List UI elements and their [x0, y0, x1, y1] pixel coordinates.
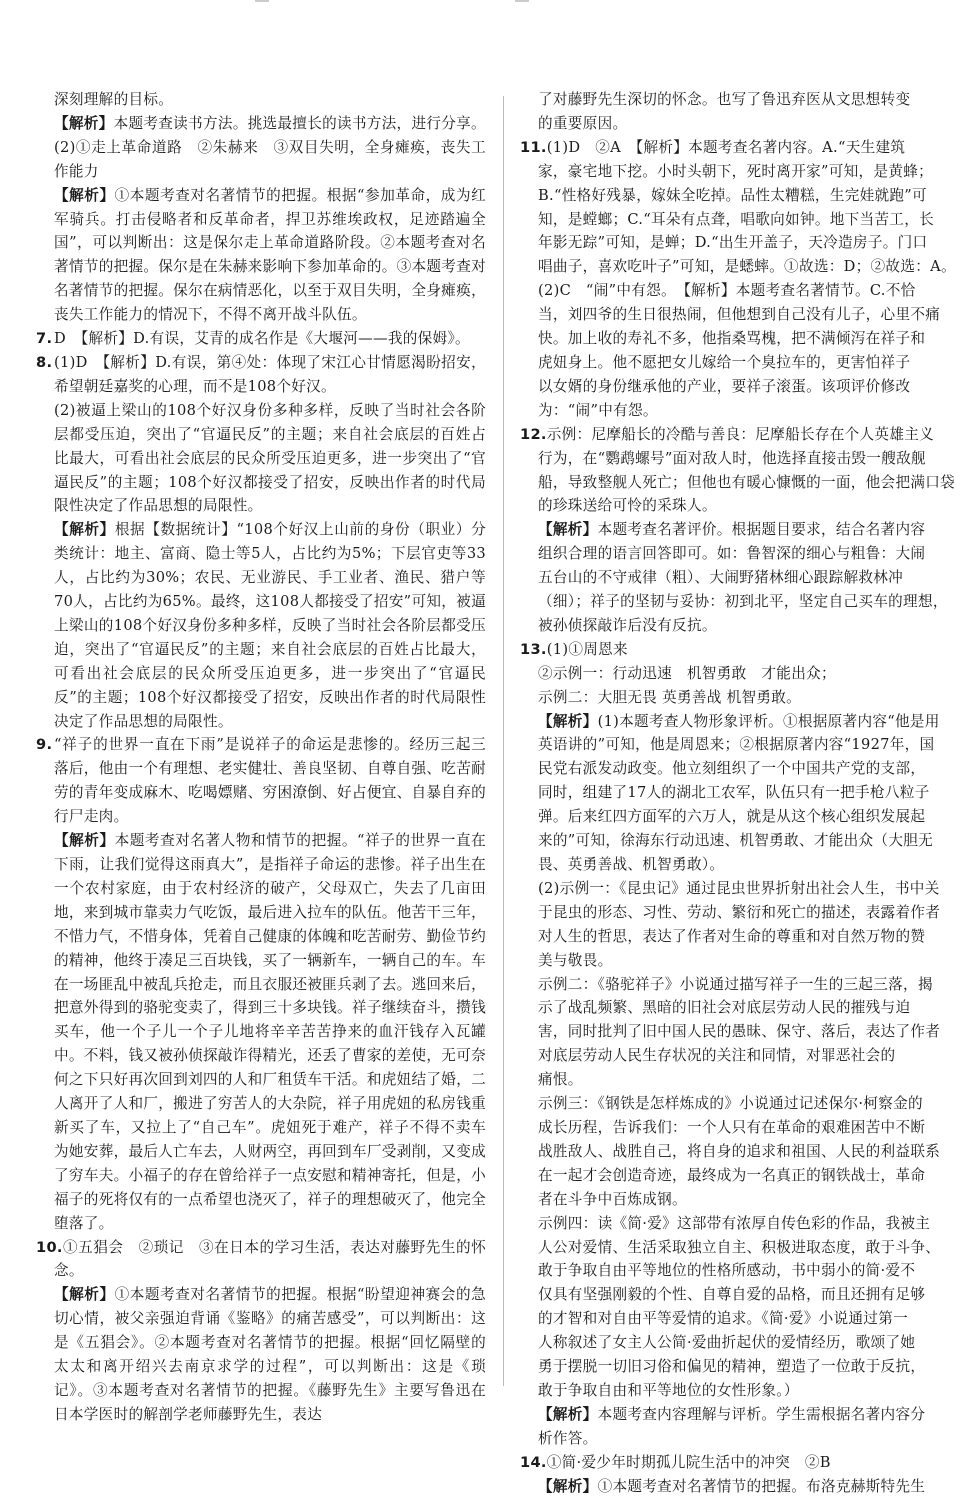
answer-line — [520, 1188, 964, 1212]
question-item — [36, 733, 486, 829]
answer-line — [520, 996, 964, 1020]
answer-line — [36, 136, 486, 184]
paragraph-text: 示例：尼摩船长的冷酷与善良：尼摩船长存在个人英雄主义 — [546, 425, 935, 443]
answer-line — [520, 208, 964, 232]
paragraph-text: 勇于摆脱一切旧习俗和偏见的精神，塑造了一位敢于反抗， — [538, 1358, 926, 1376]
question-number: 8. — [36, 353, 53, 371]
answer-line — [520, 829, 964, 853]
analysis-tag: 【解析】 — [54, 521, 115, 539]
paragraph-text: “祥子的世界一直在下雨”是说祥子的命运是悲惨的。经历三起三落后，他由一个有理想、老实健壮、善良坚韧、自尊自强、吃苦耐劳的青年变成麻木、吃喝嫖赌、穷困潦倒、好占便宜、自暴自弃的行尸走肉。 — [54, 736, 486, 826]
paragraph-text: ①本题考查对名著情节的把握。根据“参加革命，成为红军骑兵。打击侵略者和反革命者，捍卫苏维埃政权，足迹踏遍全国”，可以判断出：这是保尔走上革命道路阶段。②本题考查对名著情节的把握。保尔是在朱赫来影响下参加革命的。③本题考查对名著情节的把握。保尔在病情恶化，以至于双目失明，全身瘫痪，丧失工作能力的情况下，不得不离开战斗队伍。 — [54, 186, 486, 324]
question-item — [36, 327, 486, 351]
analysis-paragraph — [36, 112, 486, 136]
paragraph-text: (1)D ②A 【解析】本题考查名著内容。A.“天生建筑 — [546, 138, 906, 156]
analysis-tag: 【解析】 — [538, 1405, 598, 1423]
question-item — [520, 1451, 964, 1475]
paragraph-text: ②示例一：行动迅速 机智勇敢 才能出众； — [538, 664, 836, 682]
answer-line — [520, 566, 964, 590]
paragraph-text: 被孙侦探敲诈后没有反抗。 — [538, 616, 717, 634]
answer-line — [520, 375, 964, 399]
top-mark — [515, 0, 529, 2]
analysis-tag: 【解析】 — [54, 1286, 115, 1304]
answer-line — [520, 1259, 964, 1283]
paragraph-text: 对底层劳动人民生存状况的关注和同情，对罪恶社会的 — [538, 1047, 896, 1065]
paragraph-text: 当，刘四爷的生日很热闹，但他想到自己没有儿子，心里不痛 — [538, 306, 941, 324]
paragraph-text: 英语讲的”可知，他是周恩来；②根据原著内容“1927年，国 — [538, 736, 935, 754]
analysis-paragraph — [36, 184, 486, 327]
analysis-tag: 【解析】 — [538, 1477, 598, 1495]
analysis-paragraph — [520, 710, 964, 734]
paragraph-text: 深刻理解的目标。 — [54, 91, 174, 108]
paragraph-text: 于昆虫的形态、习性、劳动、繁衍和死亡的描述，表露着作者 — [538, 903, 941, 921]
answer-line — [520, 255, 964, 279]
paragraph-text: 知，是螳螂；C.“耳朵有点聋，唱歌向如钟。地下当苦工，长 — [538, 210, 934, 228]
answer-line — [520, 447, 964, 471]
paragraph-text: 唱曲子，喜欢吃叶子”可知，是蟋蟀。①故选：D；②故选：A。 — [538, 258, 956, 276]
column-divider — [503, 96, 504, 1386]
question-number: 7. — [36, 330, 53, 348]
paragraph-text: （细）；祥子的坚韧与妥协：初到北平，坚定自己买车的理想， — [538, 593, 948, 611]
paragraph-text: (2)被逼上梁山的108个好汉身份多种多样，反映了当时社会各阶层都受压迫，突出了“官逼民反”的主题；来自社会底层的百姓占比最大，可看出社会底层的民众所受压迫更多，进一步突出了“官逼民反”的主题；108个好汉都接受了招安，反映出作者的时代局限性决定了作品思想的局限性。 — [54, 401, 486, 515]
answer-line — [520, 901, 964, 925]
answer-line — [520, 1044, 964, 1068]
paragraph-text: 本题考查对名著人物和情节的把握。“祥子的世界一直在下雨，让我们觉得这雨真大”，是指祥子命运的悲惨。祥子出生在一个农村家庭，由于农村经济的破产，父母双亡，失去了几亩田地，来到城市靠卖力气吃饭，最后进入拉车的队伍。他苦干三年，不惜力气，不惜身体，凭着自己健康的体魄和吃苦耐劳、勤俭节约的精神，他终于凑足三百块钱，买了一辆新车，一辆自己的车。车在一场匪乱中被乱兵抢走，而且衣服还被匪兵剥了去。逃回来后，把意外得到的骆驼变卖了，得到三十多块钱。祥子继续奋斗，攒钱买车，他一个子儿一个子儿地将辛辛苦苦挣来的血汗钱存入瓦罐中。不料，钱又被孙侦探敲诈得精光，还丢了曹家的差使，无可奈何之下只好再次回到刘四的人和厂租赁车干活。和虎妞结了婚，二人离开了人和厂，搬进了穷苦人的大杂院，祥子用虎妞的私房钱重新买了车，又拉上了“自己车”。虎妞死于难产，祥子不得不卖车为她安葬，最后人亡车去，人财两空，再回到车厂受剥削，又变成了穷车夫。小福子的存在曾给祥子一点安慰和精神寄托，但是，小福子的死将仅有的一点希望也浇灭了，祥子的理想破灭了，他完全堕落了。 — [54, 832, 486, 1232]
paragraph-text: 民党右派发动政变。他立刻组织了一个中国共产党的支部， — [538, 760, 926, 778]
paragraph-text: 对人生的哲思，表达了作者对生命的尊重和对自然万物的赞 — [538, 927, 926, 945]
question-number: 12. — [520, 425, 547, 443]
analysis-paragraph — [520, 1475, 964, 1498]
paragraph-text: ①五猖会 ②琐记 ③在日本的学习生活，表达对藤野先生的怀念。 — [54, 1238, 486, 1280]
paragraph-text: B.“性格好残暴，嫁妹全吃掉。品性太糟糕，生完娃就跑”可 — [538, 186, 927, 204]
paragraph-text: 根据【数据统计】“108个好汉上山前的身份（职业）分类统计：地主、富商、隐士等5人，占比约为5%；下层官吏等33人，占比约为30%；农民、无业游民、手工业者、渔民、猎户等70人，占比约为65%。最终，这108人都接受了招安”可知，被逼上梁山的108个好汉身份多种多样，反映了当时社会各阶层都受压迫，突出了“官逼民反”的主题；来自社会底层的百姓占比最大，可看出社会底层的民众所受压迫更多，进一步突出了“官逼民反”的主题；108个好汉都接受了招安，反映出作者的时代局限性决定了作品思想的局限性。 — [54, 521, 486, 730]
answer-line — [520, 351, 964, 375]
answer-line — [520, 757, 964, 781]
paragraph-text: 害，同时批判了旧中国人民的愚昧、保守、落后，表达了作者 — [538, 1023, 941, 1041]
paragraph-text: 组织合理的语言回答即可。如：鲁智深的细心与粗鲁：大闹 — [538, 545, 926, 563]
answer-line — [520, 949, 964, 973]
paragraph-text: 本题考查名著评价。根据题目要求，结合名著内容 — [597, 521, 926, 539]
answer-line — [520, 1331, 964, 1355]
analysis-paragraph — [36, 829, 486, 1235]
answer-line — [520, 877, 964, 901]
question-number: 13. — [520, 640, 547, 658]
paragraph-text: 年影无踪”可知，是蝉；D.“出生开盖子，天冷造房子。门口 — [538, 234, 928, 252]
paragraph-text: 弹。后来红四方面军的六万人，就是从这个核心组织发展起 — [538, 808, 926, 826]
answer-line — [520, 1092, 964, 1116]
answer-line — [520, 1236, 964, 1260]
paragraph-text: 的才智和对自由平等爱情的追求。《简·爱》小说通过第一 — [538, 1310, 908, 1328]
paragraph-text: 本题考查内容理解与评析。学生需根据名著内容分 — [597, 1405, 926, 1423]
top-mark — [255, 0, 269, 2]
answer-line — [520, 733, 964, 757]
paragraph-text: 来的”可知，徐海东行动迅速、机智勇敢、才能出众（大胆无 — [538, 832, 934, 850]
paragraph-text: 成长历程，告诉我们：一个人只有在革命的艰难困苦中不断 — [538, 1118, 926, 1136]
paragraph-text: 析作答。 — [538, 1429, 598, 1447]
paragraph-text: ①简·爱少年时期孤儿院生活中的冲突 ②B — [546, 1453, 831, 1471]
paragraph-text: (2)示例一：《昆虫记》通过昆虫世界折射出社会人生，书中关 — [538, 879, 940, 897]
analysis-paragraph — [36, 518, 486, 733]
paragraph-text: 战胜敌人、战胜自己，将自身的追求和祖国、人民的利益联系 — [538, 1142, 941, 1160]
answer-line — [520, 973, 964, 997]
question-item — [36, 351, 486, 399]
paragraph-text: 以女婿的身份继承他的产业，要祥子滚蛋。该项评价修改 — [538, 377, 911, 395]
answer-line — [520, 925, 964, 949]
question-item — [520, 136, 964, 160]
paragraph-text: 船，导致整舰人死亡；但他也有暖心慷慨的一面，他会把满口袋 — [538, 473, 956, 491]
paragraph-text: 痛恨。 — [538, 1071, 583, 1089]
answer-line — [520, 1212, 964, 1236]
paragraph-text: 者在斗争中百炼成钢。 — [538, 1190, 687, 1208]
question-item — [520, 423, 964, 447]
question-number: 11. — [520, 138, 547, 156]
paragraph-text: 示例二：《骆驼祥子》小说通过描写祥子一生的三起三落，揭 — [538, 975, 933, 993]
answer-line — [520, 303, 964, 327]
answer-line — [520, 805, 964, 829]
question-item — [520, 638, 964, 662]
paragraph-text: (1)D 【解析】D.有误，第④处：体现了宋江心甘情愿渴盼招安，希望朝廷嘉奖的心理，而不是108个好汉。 — [54, 353, 486, 395]
analysis-paragraph — [520, 1403, 964, 1427]
answer-line — [520, 662, 964, 686]
paragraph-text: 畏、英勇善战、机智勇敢）。 — [538, 856, 725, 873]
answer-line — [520, 1283, 964, 1307]
paragraph-text: (2)①走上革命道路 ②朱赫来 ③双目失明，全身瘫痪，丧失工作能力 — [54, 138, 486, 180]
answer-line — [520, 231, 964, 255]
answer-line — [520, 160, 964, 184]
paragraph-text: 敢于争取自由平等地位的性格所感动，书中弱小的简·爱不 — [538, 1262, 916, 1280]
right-column — [520, 88, 964, 1498]
paragraph-text: (1)本题考查人物形象评析。①根据原著内容“他是用 — [597, 712, 940, 730]
paragraph-text: 了对藤野先生深切的怀念。也写了鲁迅弃医从文思想转变 — [538, 91, 911, 108]
paragraph-text: 虎妞身上。他不愿把女儿嫁给一个臭拉车的，更害怕祥子 — [538, 353, 911, 371]
paragraph-text: 示例三：《钢铁是怎样炼成的》小说通过记述保尔·柯察金的 — [538, 1095, 923, 1113]
paragraph-text: 家，豪宅地下挖。小时头朝下，死时离开家”可知，是黄蜂； — [538, 162, 934, 180]
paragraph-text: 人公对爱情、生活采取独立自主、积极进取态度，敢于斗争、 — [538, 1238, 941, 1256]
paragraph-text: 在一起才会创造奇迹，最终成为一名真正的钢铁战士，革命 — [538, 1166, 926, 1184]
question-item — [36, 1236, 486, 1284]
paragraph-text: 人称叙述了女主人公简·爱曲折起伏的爱情经历，歌颂了她 — [538, 1334, 916, 1352]
paragraph-text: 五台山的不守戒律（粗）、大闹野猪林细心跟踪解救林冲 — [538, 569, 904, 587]
paragraph-text: 为：“闹”中有怨。 — [538, 401, 658, 419]
paragraph-text: 同时，组建了17人的湖北工农军，队伍只有一把手枪八粒子 — [538, 784, 930, 802]
answer-line — [520, 1140, 964, 1164]
answer-line — [520, 88, 964, 112]
answer-line — [520, 1116, 964, 1140]
analysis-paragraph — [520, 518, 964, 542]
analysis-tag: 【解析】 — [54, 114, 114, 132]
answer-line — [520, 399, 964, 423]
analysis-tag: 【解析】 — [54, 832, 115, 850]
paragraph-text: (1)①周恩来 — [546, 640, 628, 658]
paragraph-text: 的珍珠送给可怜的采珠人。 — [538, 497, 717, 515]
analysis-tag: 【解析】 — [538, 712, 598, 730]
paragraph-text: ①本题考查对名著情节的把握。根据“盼望迎神赛会的急切心情，被父亲强迫背诵《鉴略》的痛苦感受”，可以判断出：这是《五猖会》。②本题考查对名著情节的把握。根据“回忆隔壁的太太和离开绍兴去南京求学的过程”，可以判断出：这是《琐记》。③本题考查对名著情节的把握。《藤野先生》主要写鲁迅在日本学医时的解剖学老师藤野先生，表达 — [54, 1286, 486, 1423]
paragraph-text: 本题考查读书方法。挑选最擅长的读书方法，进行分享。 — [113, 114, 486, 132]
paragraph-text: 示例二：大胆无畏 英勇善战 机智勇敢。 — [538, 688, 802, 706]
answer-line — [520, 112, 964, 136]
answer-line — [520, 494, 964, 518]
answer-line — [520, 781, 964, 805]
paragraph-text: 示了战乱频繁、黑暗的旧社会对底层劳动人民的摧残与迫 — [538, 999, 911, 1017]
paragraph-text: 快。加上收的寿礼不多，他指桑骂槐，把不满倾泻在祥子和 — [538, 330, 926, 348]
answer-line — [520, 1427, 964, 1451]
paragraph-text: 示例四：读《简·爱》这部带有浓厚自传色彩的作品，我被主 — [538, 1214, 931, 1232]
answer-line — [520, 590, 964, 614]
answer-line — [520, 542, 964, 566]
analysis-tag: 【解析】 — [54, 186, 115, 204]
paragraph-text: 仅具有坚强刚毅的个性、自尊自爱的品格，而且还拥有足够 — [538, 1286, 926, 1304]
answer-line — [520, 471, 964, 495]
answer-line — [520, 853, 964, 877]
answer-line — [520, 184, 964, 208]
analysis-tag: 【解析】 — [538, 521, 598, 539]
question-number: 9. — [36, 736, 53, 754]
paragraph-text: 行为，在“鹦鹉螺号”面对敌人时，他选择直接击毁一艘敌舰 — [538, 449, 926, 467]
analysis-paragraph — [36, 1283, 486, 1426]
answer-line — [520, 1355, 964, 1379]
answer-line — [36, 88, 486, 112]
left-column — [36, 88, 486, 1427]
answer-line — [520, 1164, 964, 1188]
answer-line — [520, 1307, 964, 1331]
paragraph-text: 的重要原因。 — [538, 114, 628, 132]
paragraph-text: 敢于争取自由和平等地位的女性形象。） — [538, 1381, 799, 1399]
answer-line — [520, 1020, 964, 1044]
paragraph-text: (2)C “闹”中有怨。 【解析】本题考查名著情节。C.不恰 — [538, 282, 916, 300]
answer-line — [520, 279, 964, 303]
answer-line — [520, 1068, 964, 1092]
paragraph-text: D 【解析】D.有误，艾青的成名作是《大堰河——我的保姆》。 — [54, 330, 470, 348]
answer-line — [520, 1379, 964, 1403]
question-number: 14. — [520, 1453, 547, 1471]
answer-line — [520, 327, 964, 351]
question-number: 10. — [36, 1238, 63, 1256]
paragraph-text: 美与敬畏。 — [538, 951, 613, 969]
answer-line — [520, 686, 964, 710]
answer-line — [36, 399, 486, 519]
answer-line — [520, 614, 964, 638]
paragraph-text: ①本题考查对名著情节的把握。布洛克赫斯特先生 — [597, 1477, 926, 1495]
